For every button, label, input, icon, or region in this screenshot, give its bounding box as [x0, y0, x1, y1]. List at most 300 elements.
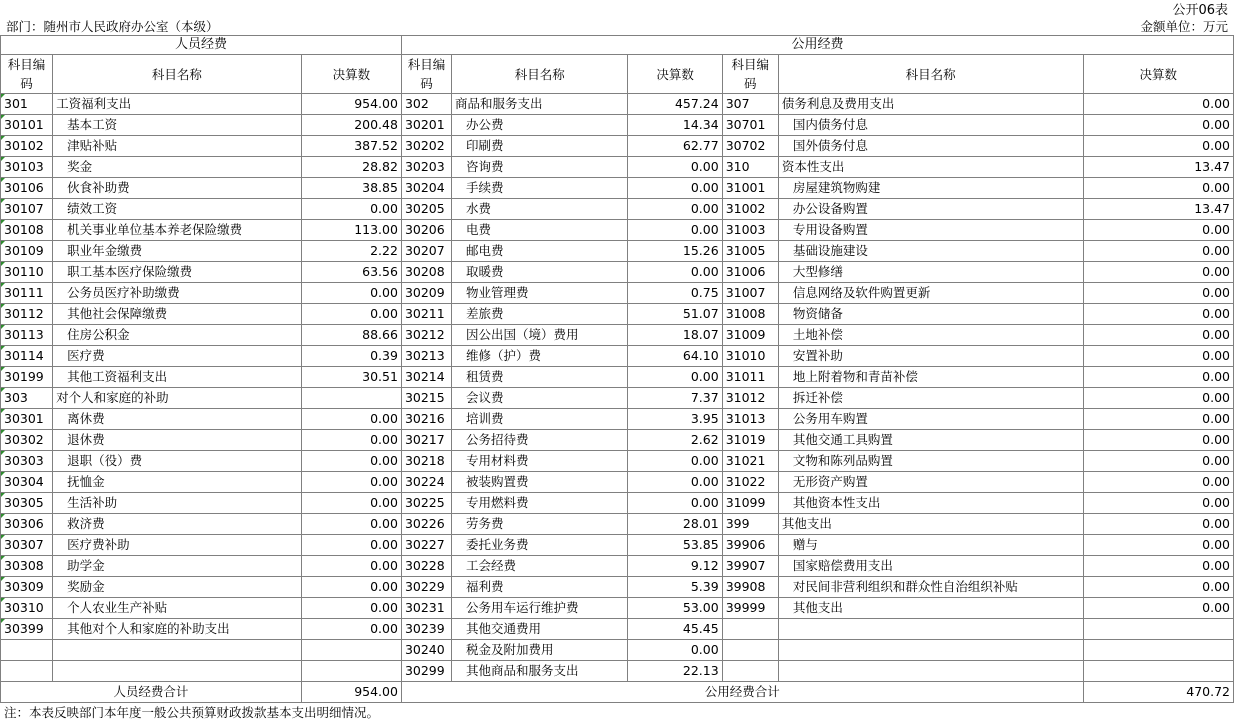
- cell-code-other: 31005: [722, 241, 778, 262]
- cell-code-other: 31099: [722, 493, 778, 514]
- table-row: [1, 472, 1234, 493]
- table-row: [1, 430, 1234, 451]
- cell-amount-other: 0.00: [1083, 388, 1233, 409]
- table-row: [1, 178, 1234, 199]
- table-row: [1, 514, 1234, 535]
- table-row: [1, 262, 1234, 283]
- table-row: [1, 346, 1234, 367]
- cell-amount-personnel: 0.00: [301, 556, 401, 577]
- cell-code-other: 307: [722, 94, 778, 115]
- cell-amount-other: 0.00: [1083, 283, 1233, 304]
- cell-code-personnel: 30399: [1, 619, 53, 640]
- cell-amount-other: 0.00: [1083, 220, 1233, 241]
- cell-name-goods: 公务招待费: [452, 430, 628, 451]
- cell-amount-personnel: 30.51: [301, 367, 401, 388]
- cell-name-goods: 手续费: [452, 178, 628, 199]
- cell-amount-other: 0.00: [1083, 262, 1233, 283]
- cell-code-goods: 30201: [401, 115, 451, 136]
- cell-amount-goods: 64.10: [628, 346, 722, 367]
- form-number: 公开06表: [1172, 3, 1228, 18]
- cell-amount-goods: 0.00: [628, 262, 722, 283]
- cell-code-other: [722, 661, 778, 682]
- cell-code-other: 31001: [722, 178, 778, 199]
- cell-name-personnel: 生活补助: [53, 493, 302, 514]
- cell-amount-personnel: 113.00: [301, 220, 401, 241]
- cell-name-goods: 其他交通费用: [452, 619, 628, 640]
- cell-amount-other: 0.00: [1083, 241, 1233, 262]
- col-name-3: 科目名称: [778, 55, 1083, 94]
- table-row: [1, 577, 1234, 598]
- cell-code-goods: 30229: [401, 577, 451, 598]
- cell-amount-other: 0.00: [1083, 535, 1233, 556]
- cell-code-other: 31009: [722, 325, 778, 346]
- cell-name-other: 其他交通工具购置: [778, 430, 1083, 451]
- cell-name-goods: 福利费: [452, 577, 628, 598]
- cell-name-other: 土地补偿: [778, 325, 1083, 346]
- cell-name-other: 资本性支出: [778, 157, 1083, 178]
- table-row: [1, 535, 1234, 556]
- col-code-3: 科目编码: [722, 55, 778, 94]
- cell-name-goods: 取暖费: [452, 262, 628, 283]
- cell-name-other: 拆迁补偿: [778, 388, 1083, 409]
- cell-name-other: 专用设备购置: [778, 220, 1083, 241]
- cell-amount-goods: 7.37: [628, 388, 722, 409]
- cell-code-goods: 30299: [401, 661, 451, 682]
- cell-code-personnel: 30103: [1, 157, 53, 178]
- cell-code-other: 31013: [722, 409, 778, 430]
- cell-amount-goods: 0.00: [628, 157, 722, 178]
- cell-code-other: 30702: [722, 136, 778, 157]
- department-label: 部门：随州市人民政府办公室（本级）: [6, 19, 219, 34]
- cell-code-other: 31007: [722, 283, 778, 304]
- cell-name-personnel: 公务员医疗补助缴费: [53, 283, 302, 304]
- cell-name-goods: 专用燃料费: [452, 493, 628, 514]
- table-row: [1, 367, 1234, 388]
- col-amount-3: 决算数: [1083, 55, 1233, 94]
- cell-code-personnel: [1, 661, 53, 682]
- cell-name-goods: 租赁费: [452, 367, 628, 388]
- table-row: [1, 220, 1234, 241]
- cell-amount-personnel: [301, 661, 401, 682]
- cell-code-goods: 30214: [401, 367, 451, 388]
- cell-name-personnel: [53, 661, 302, 682]
- cell-amount-other: 0.00: [1083, 346, 1233, 367]
- cell-code-other: 30701: [722, 115, 778, 136]
- cell-amount-other: 0.00: [1083, 304, 1233, 325]
- cell-code-personnel: 30109: [1, 241, 53, 262]
- cell-amount-goods: 28.01: [628, 514, 722, 535]
- cell-name-goods: 工会经费: [452, 556, 628, 577]
- cell-amount-other: [1083, 661, 1233, 682]
- table-row: [1, 157, 1234, 178]
- cell-name-other: 基础设施建设: [778, 241, 1083, 262]
- cell-amount-other: 0.00: [1083, 556, 1233, 577]
- col-code-1: 科目编码: [1, 55, 53, 94]
- cell-code-personnel: 30108: [1, 220, 53, 241]
- cell-amount-other: 0.00: [1083, 514, 1233, 535]
- cell-code-goods: 30209: [401, 283, 451, 304]
- totals-row: [1, 682, 1234, 703]
- cell-code-personnel: 30309: [1, 577, 53, 598]
- cell-name-other: 安置补助: [778, 346, 1083, 367]
- cell-name-other: 办公设备购置: [778, 199, 1083, 220]
- cell-code-personnel: 30302: [1, 430, 53, 451]
- cell-name-goods: 水费: [452, 199, 628, 220]
- cell-name-goods: 商品和服务支出: [452, 94, 628, 115]
- cell-name-goods: 会议费: [452, 388, 628, 409]
- cell-code-goods: 30213: [401, 346, 451, 367]
- cell-amount-goods: 53.85: [628, 535, 722, 556]
- cell-code-goods: 30224: [401, 472, 451, 493]
- personnel-total-label: 人员经费合计: [1, 682, 302, 703]
- cell-name-other: 国家赔偿费用支出: [778, 556, 1083, 577]
- table-row: [1, 325, 1234, 346]
- cell-amount-goods: 3.95: [628, 409, 722, 430]
- cell-amount-other: 0.00: [1083, 493, 1233, 514]
- cell-name-other: 地上附着物和青苗补偿: [778, 367, 1083, 388]
- cell-name-personnel: 救济费: [53, 514, 302, 535]
- cell-code-other: 39999: [722, 598, 778, 619]
- cell-code-other: 31011: [722, 367, 778, 388]
- cell-name-other: 公务用车购置: [778, 409, 1083, 430]
- personnel-total-value: 954.00: [301, 682, 401, 703]
- table-row: [1, 388, 1234, 409]
- cell-amount-personnel: 0.00: [301, 577, 401, 598]
- cell-code-personnel: 30303: [1, 451, 53, 472]
- cell-name-goods: 公务用车运行维护费: [452, 598, 628, 619]
- cell-code-goods: 30204: [401, 178, 451, 199]
- cell-name-other: 房屋建筑物购建: [778, 178, 1083, 199]
- cell-code-personnel: 30310: [1, 598, 53, 619]
- cell-code-other: 39906: [722, 535, 778, 556]
- table-row: [1, 241, 1234, 262]
- cell-amount-personnel: 0.00: [301, 451, 401, 472]
- cell-code-personnel: 30113: [1, 325, 53, 346]
- cell-code-other: [722, 640, 778, 661]
- cell-amount-personnel: 38.85: [301, 178, 401, 199]
- cell-code-goods: 302: [401, 94, 451, 115]
- table-row: [1, 598, 1234, 619]
- cell-amount-personnel: 0.00: [301, 535, 401, 556]
- table-row: [1, 136, 1234, 157]
- cell-code-personnel: 30304: [1, 472, 53, 493]
- cell-name-other: 债务利息及费用支出: [778, 94, 1083, 115]
- cell-name-other: 其他支出: [778, 514, 1083, 535]
- cell-code-goods: 30217: [401, 430, 451, 451]
- cell-code-personnel: 30107: [1, 199, 53, 220]
- cell-amount-goods: 45.45: [628, 619, 722, 640]
- cell-amount-goods: 0.00: [628, 640, 722, 661]
- cell-code-personnel: 301: [1, 94, 53, 115]
- cell-name-other: [778, 661, 1083, 682]
- cell-name-personnel: 医疗费: [53, 346, 302, 367]
- cell-amount-other: 0.00: [1083, 598, 1233, 619]
- cell-name-other: 对民间非营利组织和群众性自治组织补贴: [778, 577, 1083, 598]
- cell-name-personnel: 奖励金: [53, 577, 302, 598]
- cell-name-personnel: 退职（役）费: [53, 451, 302, 472]
- cell-amount-other: 0.00: [1083, 325, 1233, 346]
- cell-name-personnel: 对个人和家庭的补助: [53, 388, 302, 409]
- cell-code-other: 31008: [722, 304, 778, 325]
- expenditure-table: [0, 35, 1234, 703]
- cell-code-personnel: 30306: [1, 514, 53, 535]
- cell-amount-other: [1083, 640, 1233, 661]
- cell-amount-personnel: 0.00: [301, 619, 401, 640]
- cell-name-goods: 税金及附加费用: [452, 640, 628, 661]
- cell-code-personnel: 30111: [1, 283, 53, 304]
- table-row: [1, 409, 1234, 430]
- cell-amount-other: [1083, 619, 1233, 640]
- col-code-2: 科目编码: [401, 55, 451, 94]
- cell-amount-personnel: 63.56: [301, 262, 401, 283]
- cell-name-goods: 咨询费: [452, 157, 628, 178]
- cell-code-other: 31021: [722, 451, 778, 472]
- cell-name-personnel: 职业年金缴费: [53, 241, 302, 262]
- cell-code-personnel: 30308: [1, 556, 53, 577]
- table-row: [1, 556, 1234, 577]
- cell-name-personnel: 基本工资: [53, 115, 302, 136]
- col-name-1: 科目名称: [53, 55, 302, 94]
- cell-name-personnel: 个人农业生产补贴: [53, 598, 302, 619]
- cell-code-personnel: 30307: [1, 535, 53, 556]
- cell-amount-goods: 5.39: [628, 577, 722, 598]
- cell-name-other: 国内债务付息: [778, 115, 1083, 136]
- cell-name-other: [778, 640, 1083, 661]
- cell-name-other: 无形资产购置: [778, 472, 1083, 493]
- cell-amount-other: 0.00: [1083, 577, 1233, 598]
- cell-amount-personnel: 0.00: [301, 283, 401, 304]
- cell-name-personnel: 职工基本医疗保险缴费: [53, 262, 302, 283]
- cell-amount-other: 0.00: [1083, 472, 1233, 493]
- cell-amount-other: 0.00: [1083, 136, 1233, 157]
- cell-name-goods: 办公费: [452, 115, 628, 136]
- cell-amount-personnel: 2.22: [301, 241, 401, 262]
- cell-code-personnel: 30101: [1, 115, 53, 136]
- cell-amount-personnel: 0.00: [301, 493, 401, 514]
- cell-code-goods: 30216: [401, 409, 451, 430]
- cell-amount-personnel: [301, 640, 401, 661]
- cell-name-goods: 被装购置费: [452, 472, 628, 493]
- cell-name-other: 物资储备: [778, 304, 1083, 325]
- public-total-value: 470.72: [1083, 682, 1233, 703]
- cell-name-other: 大型修缮: [778, 262, 1083, 283]
- cell-name-personnel: 奖金: [53, 157, 302, 178]
- cell-name-other: 其他支出: [778, 598, 1083, 619]
- cell-code-other: 31002: [722, 199, 778, 220]
- cell-amount-goods: 0.00: [628, 493, 722, 514]
- cell-name-personnel: 医疗费补助: [53, 535, 302, 556]
- cell-code-personnel: 30112: [1, 304, 53, 325]
- cell-amount-other: 0.00: [1083, 115, 1233, 136]
- cell-name-other: 文物和陈列品购置: [778, 451, 1083, 472]
- cell-code-goods: 30218: [401, 451, 451, 472]
- cell-code-goods: 30212: [401, 325, 451, 346]
- cell-code-other: 39907: [722, 556, 778, 577]
- cell-name-goods: 委托业务费: [452, 535, 628, 556]
- cell-amount-goods: 51.07: [628, 304, 722, 325]
- cell-code-goods: 30215: [401, 388, 451, 409]
- cell-name-personnel: 助学金: [53, 556, 302, 577]
- cell-amount-other: 0.00: [1083, 451, 1233, 472]
- cell-amount-other: 0.00: [1083, 430, 1233, 451]
- cell-name-personnel: 绩效工资: [53, 199, 302, 220]
- cell-code-goods: 30240: [401, 640, 451, 661]
- cell-code-personnel: 30114: [1, 346, 53, 367]
- table-row: [1, 451, 1234, 472]
- cell-code-personnel: 30305: [1, 493, 53, 514]
- cell-amount-other: 0.00: [1083, 409, 1233, 430]
- cell-amount-other: 0.00: [1083, 94, 1233, 115]
- cell-name-other: 其他资本性支出: [778, 493, 1083, 514]
- group-header-row: [1, 36, 1234, 55]
- cell-name-goods: 差旅费: [452, 304, 628, 325]
- cell-code-goods: 30202: [401, 136, 451, 157]
- cell-code-other: 31003: [722, 220, 778, 241]
- cell-name-personnel: 退休费: [53, 430, 302, 451]
- cell-name-goods: 其他商品和服务支出: [452, 661, 628, 682]
- cell-amount-goods: 53.00: [628, 598, 722, 619]
- cell-code-other: [722, 619, 778, 640]
- cell-name-goods: 邮电费: [452, 241, 628, 262]
- table-row: [1, 661, 1234, 682]
- cell-amount-goods: 14.34: [628, 115, 722, 136]
- table-row: [1, 619, 1234, 640]
- cell-amount-goods: 0.75: [628, 283, 722, 304]
- cell-name-personnel: 离休费: [53, 409, 302, 430]
- cell-code-goods: 30211: [401, 304, 451, 325]
- cell-amount-goods: 0.00: [628, 178, 722, 199]
- table-row: [1, 493, 1234, 514]
- cell-code-other: 310: [722, 157, 778, 178]
- cell-amount-goods: 457.24: [628, 94, 722, 115]
- cell-amount-goods: 62.77: [628, 136, 722, 157]
- cell-code-personnel: 30102: [1, 136, 53, 157]
- cell-amount-personnel: 0.00: [301, 304, 401, 325]
- cell-amount-goods: 15.26: [628, 241, 722, 262]
- cell-code-personnel: 30106: [1, 178, 53, 199]
- cell-amount-goods: 2.62: [628, 430, 722, 451]
- cell-name-personnel: 伙食补助费: [53, 178, 302, 199]
- cell-amount-personnel: 28.82: [301, 157, 401, 178]
- table-row: [1, 304, 1234, 325]
- form-number-bar: [0, 0, 1234, 17]
- cell-amount-personnel: 0.00: [301, 430, 401, 451]
- cell-amount-personnel: 0.39: [301, 346, 401, 367]
- cell-name-goods: 印刷费: [452, 136, 628, 157]
- cell-code-goods: 30205: [401, 199, 451, 220]
- cell-name-goods: 物业管理费: [452, 283, 628, 304]
- cell-code-goods: 30207: [401, 241, 451, 262]
- cell-amount-personnel: 200.48: [301, 115, 401, 136]
- group-public: 公用经费: [401, 36, 1233, 55]
- cell-code-personnel: 30301: [1, 409, 53, 430]
- cell-code-other: 31019: [722, 430, 778, 451]
- cell-code-other: 31012: [722, 388, 778, 409]
- cell-code-goods: 30231: [401, 598, 451, 619]
- cell-name-personnel: 其他对个人和家庭的补助支出: [53, 619, 302, 640]
- cell-name-personnel: 住房公积金: [53, 325, 302, 346]
- cell-name-personnel: 津贴补贴: [53, 136, 302, 157]
- cell-code-goods: 30206: [401, 220, 451, 241]
- currency-unit-label: 金额单位：万元: [1140, 19, 1228, 34]
- cell-amount-personnel: 0.00: [301, 598, 401, 619]
- cell-name-other: 国外债务付息: [778, 136, 1083, 157]
- table-note: 注：本表反映部门本年度一般公共预算财政拨款基本支出明细情况。: [4, 705, 380, 720]
- cell-amount-other: 0.00: [1083, 178, 1233, 199]
- cell-name-personnel: 其他工资福利支出: [53, 367, 302, 388]
- cell-amount-other: 0.00: [1083, 367, 1233, 388]
- cell-amount-personnel: 954.00: [301, 94, 401, 115]
- cell-amount-other: 13.47: [1083, 157, 1233, 178]
- cell-amount-personnel: 0.00: [301, 514, 401, 535]
- table-row: [1, 283, 1234, 304]
- cell-code-other: 39908: [722, 577, 778, 598]
- cell-code-personnel: 30110: [1, 262, 53, 283]
- cell-amount-personnel: 88.66: [301, 325, 401, 346]
- cell-amount-personnel: 0.00: [301, 472, 401, 493]
- cell-name-goods: 劳务费: [452, 514, 628, 535]
- cell-code-other: 399: [722, 514, 778, 535]
- cell-amount-personnel: [301, 388, 401, 409]
- cell-name-personnel: 抚恤金: [53, 472, 302, 493]
- table-row: [1, 115, 1234, 136]
- cell-name-goods: 电费: [452, 220, 628, 241]
- col-amount-2: 决算数: [628, 55, 722, 94]
- cell-code-other: 31022: [722, 472, 778, 493]
- cell-code-personnel: 303: [1, 388, 53, 409]
- cell-name-other: [778, 619, 1083, 640]
- cell-amount-goods: 0.00: [628, 451, 722, 472]
- cell-code-other: 31006: [722, 262, 778, 283]
- col-name-2: 科目名称: [452, 55, 628, 94]
- cell-code-goods: 30208: [401, 262, 451, 283]
- cell-name-goods: 因公出国（境）费用: [452, 325, 628, 346]
- cell-name-goods: 维修（护）费: [452, 346, 628, 367]
- col-amount-1: 决算数: [301, 55, 401, 94]
- public-total-label: 公用经费合计: [401, 682, 1083, 703]
- cell-code-goods: 30203: [401, 157, 451, 178]
- cell-amount-goods: 0.00: [628, 367, 722, 388]
- group-personnel: 人员经费: [1, 36, 402, 55]
- cell-code-goods: 30227: [401, 535, 451, 556]
- cell-code-goods: 30225: [401, 493, 451, 514]
- cell-amount-goods: 0.00: [628, 220, 722, 241]
- table-row: [1, 640, 1234, 661]
- cell-name-personnel: 机关事业单位基本养老保险缴费: [53, 220, 302, 241]
- cell-amount-goods: 0.00: [628, 472, 722, 493]
- table-row: [1, 94, 1234, 115]
- cell-name-goods: 培训费: [452, 409, 628, 430]
- cell-name-personnel: 其他社会保障缴费: [53, 304, 302, 325]
- cell-name-other: 赠与: [778, 535, 1083, 556]
- cell-amount-goods: 22.13: [628, 661, 722, 682]
- cell-name-personnel: [53, 640, 302, 661]
- cell-code-other: 31010: [722, 346, 778, 367]
- cell-code-personnel: [1, 640, 53, 661]
- cell-code-personnel: 30199: [1, 367, 53, 388]
- cell-amount-personnel: 387.52: [301, 136, 401, 157]
- cell-amount-personnel: 0.00: [301, 199, 401, 220]
- cell-name-goods: 专用材料费: [452, 451, 628, 472]
- column-header-row: [1, 55, 1234, 94]
- cell-name-personnel: 工资福利支出: [53, 94, 302, 115]
- cell-amount-goods: 9.12: [628, 556, 722, 577]
- cell-code-goods: 30239: [401, 619, 451, 640]
- cell-amount-goods: 0.00: [628, 199, 722, 220]
- table-row: [1, 199, 1234, 220]
- cell-code-goods: 30226: [401, 514, 451, 535]
- cell-amount-personnel: 0.00: [301, 409, 401, 430]
